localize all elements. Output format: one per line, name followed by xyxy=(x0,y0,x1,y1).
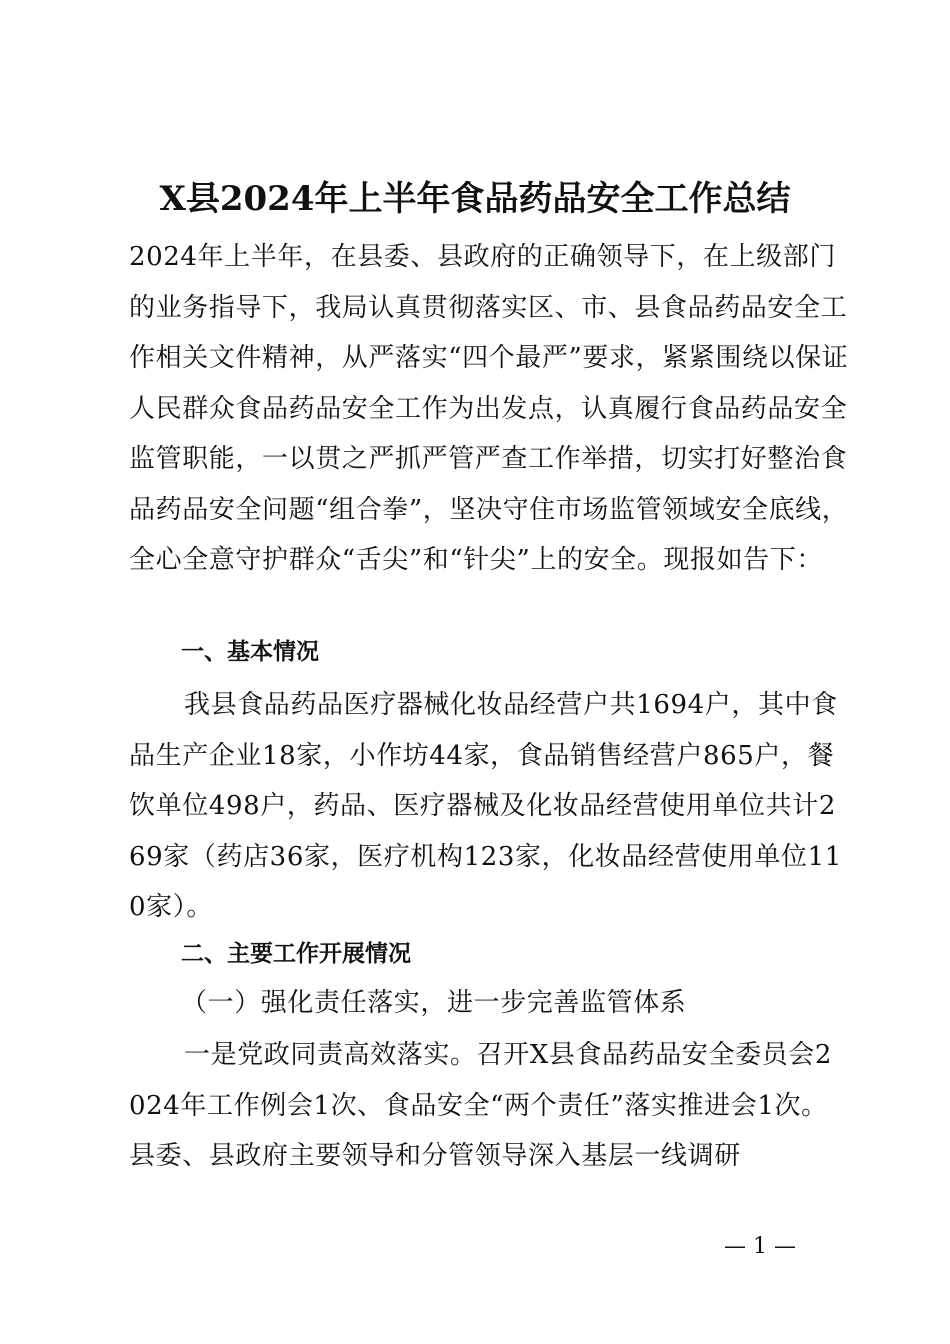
document-title: X县2024年上半年食品药品安全工作总结 xyxy=(159,179,791,219)
section-2-paragraph: 一是党政同责高效落实。召开X县食品药品安全委员会2024年工作例会1次、食品安全“两个责任”落实推进会1次。县委、县政府主要领导和分管领导深入基层一线调研 xyxy=(129,1040,833,1171)
section-1-heading: 一、基本情况 xyxy=(181,638,319,665)
section-1-paragraph: 我县食品药品医疗器械化妆品经营户共1694户，其中食品生产企业18家，小作坊44家，食品销售经营户865户，餐饮单位498户，药品、医疗器械及化妆品经营使用单位共计269家（药店36家，医疗机构123家，化妆品经营使用单位110家）。 xyxy=(129,690,842,922)
section-2-heading: 二、主要工作开展情况 xyxy=(181,940,411,967)
intro-paragraph: 2024年上半年，在县委、县政府的正确领导下，在上级部门的业务指导下，我局认真贯彻落实区、市、县食品药品安全工作相关文件精神，从严落实“四个最严”要求，紧紧围绕以保证人民群众食品药品安全工作为出发点，认真履行食品药品安全监管职能，一以贯之严抓严管严查工作举措，切实打好整治食品药品安全问题“组合拳”，坚决守住市场监管领域安全底线，全心全意守护群众“舌尖”和“针尖”上的安全。现报如告下： xyxy=(129,242,849,575)
page-number: — 1 — xyxy=(724,1234,796,1259)
section-2-subheading: （一）强化责任落实，进一步完善监管体系 xyxy=(181,988,687,1018)
